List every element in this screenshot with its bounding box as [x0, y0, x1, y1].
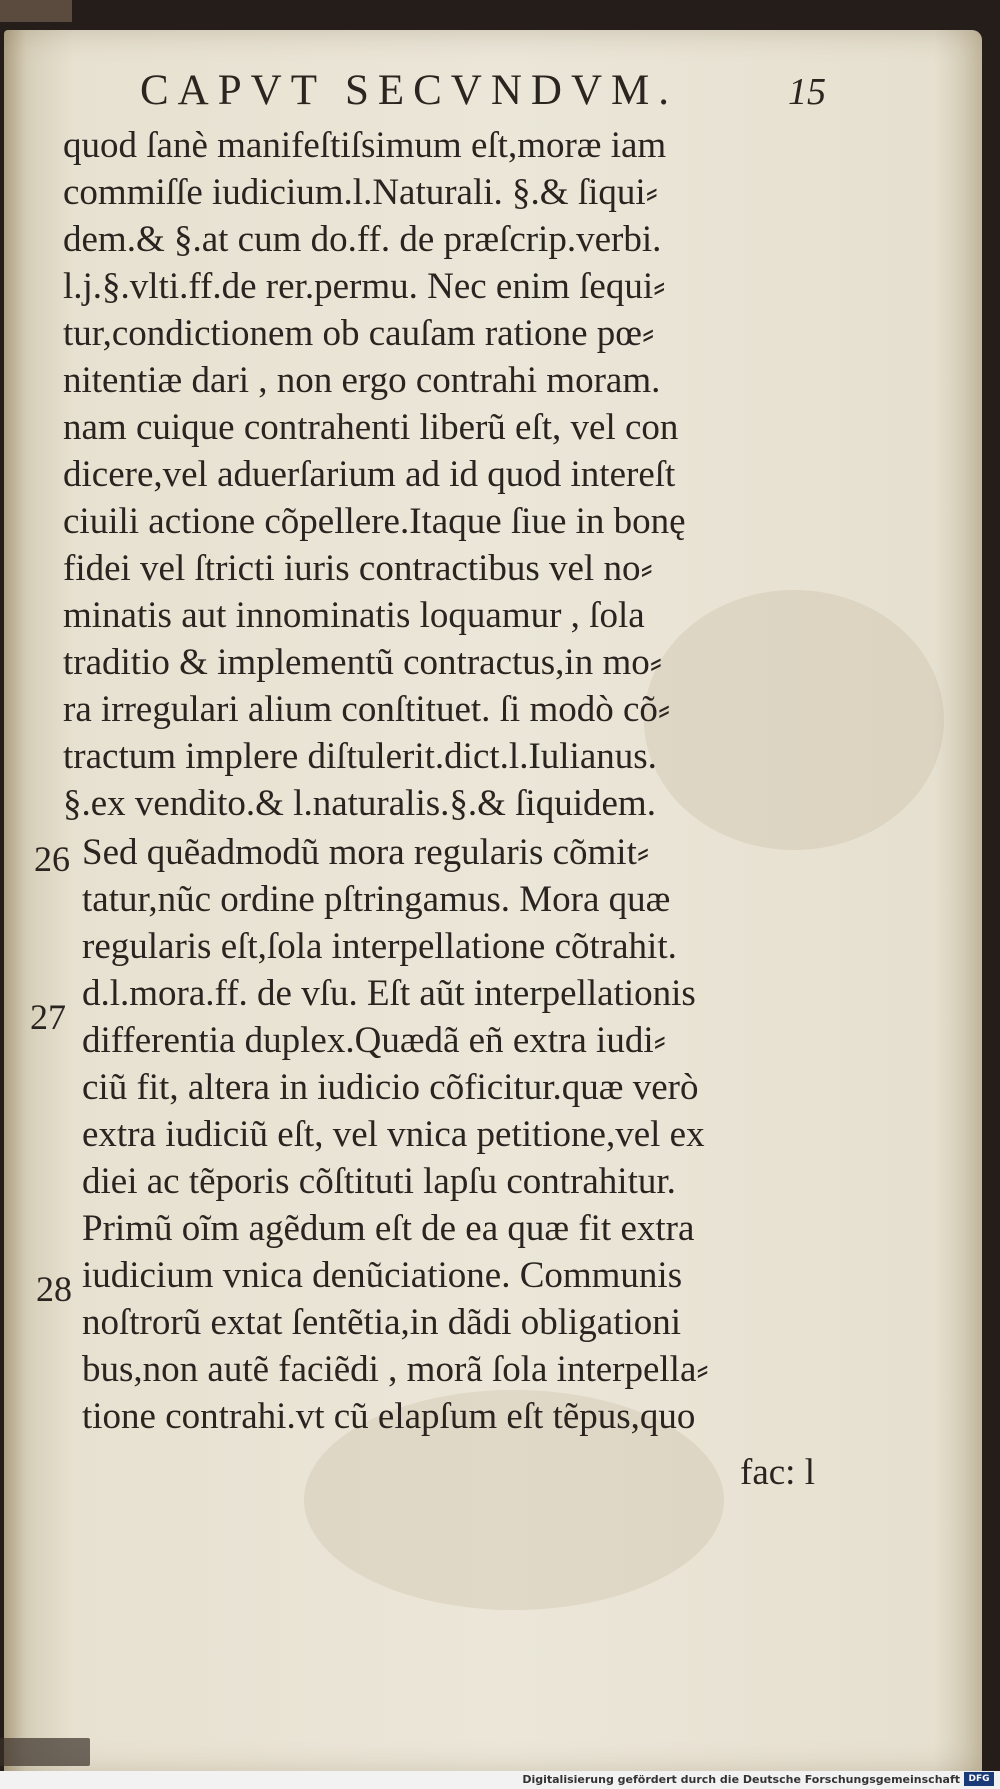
text-line: ciũ fit, altera in iudicio cõficitur.quæ verò [82, 1067, 699, 1108]
text-line: l.j.§.vlti.ff.de rer.permu. Nec enim ſequi⸗ [63, 266, 666, 307]
text-line: regularis eſt,ſola interpellatione cõtrahit. [82, 926, 677, 967]
text-line: traditio & implementũ contractus,in mo⸗ [63, 642, 663, 683]
text-line: tatur,nũc ordine pſtringamus. Mora quæ [82, 879, 671, 920]
running-title: CAPVT SECVNDVM. [140, 67, 678, 114]
text-line: Primũ oĩm agẽdum eſt de ea quæ fit extra [82, 1208, 695, 1249]
text-line: iudicium vnica denũciatione. Communis [82, 1255, 683, 1296]
text-line: ra irregulari alium conſtituet. ſi modò cõ⸗ [63, 689, 671, 730]
margin-number: 27 [30, 997, 66, 1037]
dfg-logo: DFG [964, 1772, 994, 1786]
margin-number: 26 [34, 839, 70, 879]
binding-edge-mark [0, 0, 72, 22]
text-line: extra iudiciũ eſt, vel vnica petitione,vel ex [82, 1114, 705, 1155]
text-line: diei ac tẽporis cõſtituti lapſu contrahitur. [82, 1161, 676, 1202]
text-line: tur,condictionem ob cauſam ratione pœ⸗ [63, 313, 655, 354]
text-line: tractum implere diſtulerit.dict.l.Iulianus. [63, 736, 657, 777]
text-line: dicere,vel aduerſarium ad id quod intereſt [63, 454, 676, 495]
text-line: nitentiæ dari , non ergo contrahi moram. [63, 360, 661, 401]
text-line: Sed quẽadmodũ mora regularis cõmit⸗ [82, 832, 650, 873]
text-line: noſtrorũ extat ſentẽtia,in dãdi obligationi [82, 1302, 682, 1343]
binding-edge-mark [0, 1738, 90, 1766]
text-line: quod ſanè manifeſtiſsimum eſt,moræ iam [63, 125, 667, 166]
text-line: nam cuique contrahenti liberũ eſt, vel con [63, 407, 679, 448]
digitization-credit: Digitalisierung gefördert durch die Deutsche Forschungsgemeinschaft [522, 1773, 960, 1786]
text-line: commiſſe iudicium.l.Naturali. §.& ſiqui⸗ [63, 172, 658, 213]
text-line: tione contrahi.vt cũ elapſum eſt tẽpus,quo [82, 1396, 696, 1437]
running-header [140, 66, 840, 116]
text-line: d.l.mora.ff. de vſu. Eſt aũt interpellationis [82, 973, 696, 1014]
text-line: §.ex vendito.& l.naturalis.§.& ſiquidem. [63, 783, 656, 824]
text-line: bus,non autẽ faciẽdi , morã ſola interpella⸗ [82, 1349, 709, 1390]
text-line: minatis aut innominatis loquamur , ſola [63, 595, 645, 636]
page-number: 15 [788, 71, 826, 113]
catchword: fac: l [740, 1452, 815, 1493]
text-line: differentia duplex.Quædã eñ extra iudi⸗ [82, 1020, 666, 1061]
margin-number: 28 [36, 1269, 72, 1309]
text-line: ciuili actione cõpellere.Itaque ſiue in bonę [63, 501, 686, 542]
text-line: dem.& §.at cum do.ff. de præſcrip.verbi. [63, 219, 662, 260]
text-line: fidei vel ſtricti iuris contractibus vel no⸗ [63, 548, 653, 589]
